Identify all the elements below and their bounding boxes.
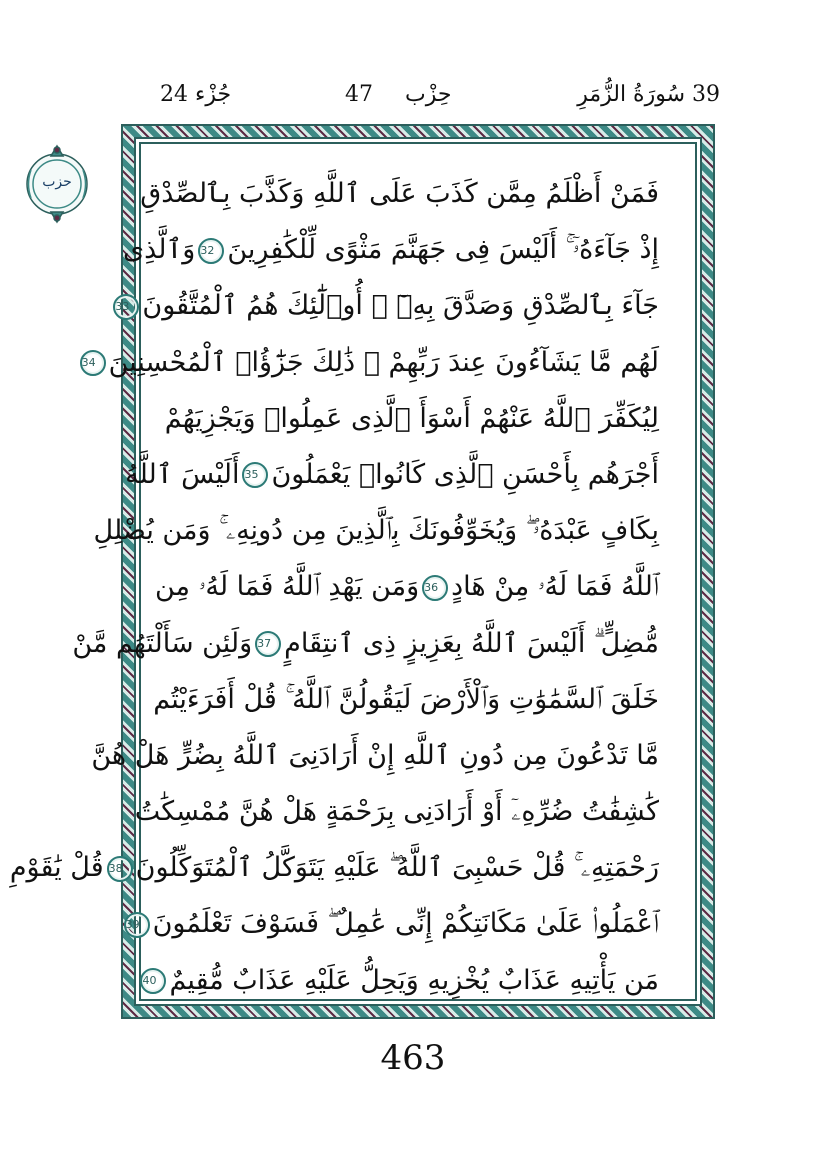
verse-text: وَمَن يَهْدِ ٱللَّهُ فَمَا لَهُۥ مِن [155, 571, 420, 603]
verse-text: لَهُم مَّا يَشَآءُونَ عِندَ رَبِّهِمْ ۚ ذَٰلِكَ جَزَٰٓؤُا۟ ٱلْمُحْسِنِينَ [108, 346, 659, 378]
verse-text: خَلَقَ ٱلسَّمَٰوَٰتِ وَٱلْأَرْضَ لَيَقُولُنَّ ٱللَّهُ ۚ قُلْ أَفَرَءَيْتُم [153, 683, 659, 715]
text-line [153, 672, 659, 728]
text-line [140, 166, 659, 222]
text-line [115, 278, 659, 334]
verse-text: مَّا تَدْعُونَ مِن دُونِ ٱللَّهِ إِنْ أَرَادَنِىَ ٱللَّهُ بِضُرٍّ هَلْ هُنَّ [91, 739, 659, 771]
page-number: 463 [380, 1038, 446, 1078]
verse-text: وَلَئِن سَأَلْتَهُم مَّنْ [72, 627, 253, 659]
verse-text: رَحْمَتِهِۦ ۚ قُلْ حَسْبِىَ ٱللَّهُ ۖ عَلَيْهِ يَتَوَكَّلُ ٱلْمُتَوَكِّلُونَ [135, 852, 659, 884]
text-line [142, 953, 659, 1009]
verse-text: أَلَيْسَ ٱللَّهُ [125, 458, 240, 490]
surah-title: 39 سُورَةُ الزُّمَرِ [577, 82, 720, 107]
ayah-number-marker: 34 [80, 350, 106, 376]
verse-text: مَن يَأْتِيهِ عَذَابٌ يُخْزِيهِ وَيَحِلُّ عَلَيْهِ عَذَابٌ مُّقِيمٌ [169, 964, 659, 996]
ayah-number-marker: 32 [198, 238, 224, 264]
ayah-number-marker: 37 [255, 631, 281, 657]
verse-text: كَٰشِفَٰتُ ضُرِّهِۦٓ أَوْ أَرَادَنِى بِرَحْمَةٍ هَلْ هُنَّ مُمْسِكَٰتُ [134, 796, 659, 828]
ayah-number-marker: 40 [140, 968, 166, 994]
verse-text: لِيُكَفِّرَ ٱللَّهُ عَنْهُمْ أَسْوَأَ ٱلَّذِى عَمِلُوا۟ وَيَجْزِيَهُمْ [164, 402, 659, 434]
text-line [125, 896, 659, 952]
page-header [120, 82, 720, 118]
verse-text: أَجْرَهُم بِأَحْسَنِ ٱلَّذِى كَانُوا۟ يَعْمَلُونَ [271, 458, 659, 490]
text-line [122, 222, 659, 278]
juz-label: جُزْء 24 [160, 82, 232, 107]
verse-text: وَٱلَّذِى [122, 234, 196, 266]
verse-text: ٱللَّهُ فَمَا لَهُۥ مِنْ هَادٍ [451, 571, 659, 603]
hizb-marker-text: حزب [42, 174, 72, 190]
text-line [72, 616, 659, 672]
verse-text: بِكَافٍ عَبْدَهُۥ ۖ وَيُخَوِّفُونَكَ بِٱلَّذِينَ مِن دُونِهِۦ ۚ وَمَن يُضْلِلِ [93, 515, 659, 547]
ayah-number-marker: 35 [242, 462, 268, 488]
text-line [81, 335, 659, 391]
text-line [125, 447, 659, 503]
verse-text: إِذْ جَآءَهُۥٓ ۚ أَلَيْسَ فِى جَهَنَّمَ مَثْوًى لِّلْكَٰفِرِينَ [227, 234, 659, 266]
text-line [134, 784, 659, 840]
ayah-number-marker: 38 [107, 856, 133, 882]
text-line [93, 503, 659, 559]
text-line [164, 391, 659, 447]
verse-text: فَمَنْ أَظْلَمُ مِمَّن كَذَبَ عَلَى ٱللَّهِ وَكَذَّبَ بِٱلصِّدْقِ [140, 178, 659, 209]
hizb-number: 47 [345, 82, 373, 107]
verse-text: مُّضِلٍّ ۗ أَلَيْسَ ٱللَّهُ بِعَزِيزٍ ذِى ٱنتِقَامٍ [284, 627, 659, 659]
text-line [155, 559, 659, 615]
ayah-number-marker: 36 [422, 575, 448, 601]
hizb-marker-icon [16, 140, 98, 228]
text-line [91, 728, 659, 784]
ayah-number-marker: 39 [124, 912, 150, 938]
verse-text: جَآءَ بِٱلصِّدْقِ وَصَدَّقَ بِهِۦٓ ۙ أُو۟لَٰٓئِكَ هُمُ ٱلْمُتَّقُونَ [142, 290, 659, 322]
text-line [9, 840, 659, 896]
ayah-number-marker: 33 [113, 294, 139, 320]
hizb-label: حِزْب [405, 82, 452, 107]
verse-text: قُلْ يَٰقَوْمِ [9, 852, 104, 884]
verse-text: ٱعْمَلُوا۟ عَلَىٰ مَكَانَتِكُمْ إِنِّى عَٰمِلٌ ۖ فَسَوْفَ تَعْلَمُونَ [152, 908, 659, 940]
